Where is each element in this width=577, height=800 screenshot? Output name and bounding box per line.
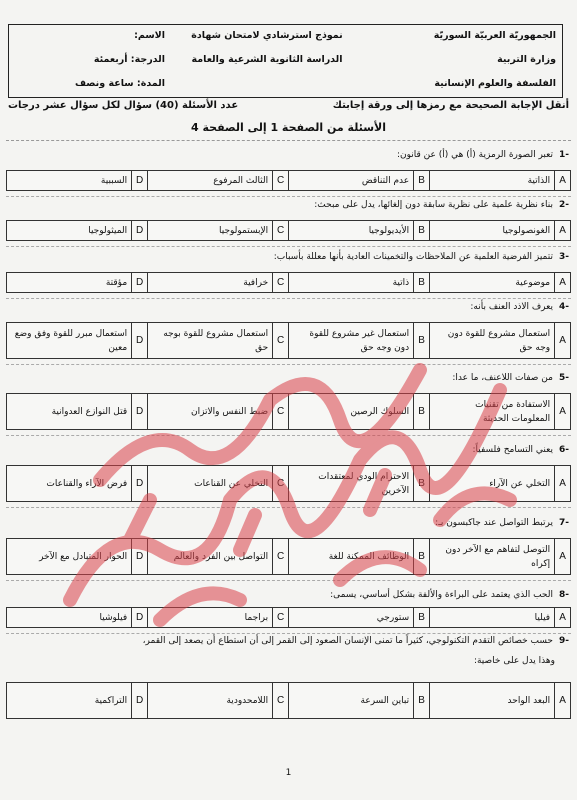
question-number: -4 bbox=[558, 302, 569, 312]
option-letter: B bbox=[414, 539, 430, 575]
option-text[interactable]: الإبستمولوجيا bbox=[148, 221, 273, 241]
options-table bbox=[6, 682, 571, 719]
question-text: تعبر الصورة الرمزية (أ) هي (أ) عن قانون: bbox=[396, 150, 553, 160]
options-row bbox=[7, 608, 571, 628]
question-stem bbox=[6, 373, 569, 383]
instructions-bar bbox=[8, 100, 569, 116]
question-text-continued: وهذا يدل على خاصية: bbox=[473, 656, 555, 666]
option-text[interactable]: السلوك الرصين bbox=[289, 394, 414, 430]
option-letter: A bbox=[555, 273, 571, 293]
option-text[interactable]: الاحترام الودي لمعتقدات الآخرين bbox=[289, 466, 414, 502]
option-text[interactable]: الميثولوجيا bbox=[7, 221, 132, 241]
question-text: تتميز الفرضية العلمية عن الملاحظات والتخمينات العادية بأنها معللة بأسباب: bbox=[273, 252, 553, 262]
options-table bbox=[6, 322, 571, 359]
instructions-main: أنقل الإجابة الصحيحة مع رمزها إلى ورقة إجابتك bbox=[332, 100, 569, 111]
question-stem bbox=[6, 590, 569, 600]
option-letter: B bbox=[414, 683, 430, 719]
question-divider bbox=[6, 507, 571, 508]
option-text[interactable]: ستورجي bbox=[289, 608, 414, 628]
option-text[interactable]: الاستفادة من تقنيات المعلومات الحديثة bbox=[430, 394, 555, 430]
option-letter: A bbox=[555, 683, 571, 719]
option-text[interactable]: الثالث المرفوع bbox=[148, 171, 273, 191]
options-table bbox=[6, 465, 571, 502]
options-row bbox=[7, 683, 571, 719]
options-row bbox=[7, 171, 571, 191]
options-table bbox=[6, 220, 571, 241]
option-letter: C bbox=[273, 171, 289, 191]
option-letter: A bbox=[555, 221, 571, 241]
option-text[interactable]: استعمال مبرر للقوة وفق وضع معين bbox=[7, 323, 132, 359]
question-text: من صفات اللاعنف، ما عدا: bbox=[452, 373, 553, 383]
options-table bbox=[6, 538, 571, 575]
option-letter: A bbox=[555, 394, 571, 430]
option-letter: A bbox=[555, 608, 571, 628]
option-letter: A bbox=[555, 466, 571, 502]
divider bbox=[6, 140, 571, 141]
question-number: -1 bbox=[558, 150, 569, 160]
option-letter: D bbox=[132, 323, 148, 359]
option-letter: D bbox=[132, 171, 148, 191]
options-table bbox=[6, 272, 571, 293]
option-letter: B bbox=[414, 394, 430, 430]
options-row bbox=[7, 539, 571, 575]
option-letter: B bbox=[414, 608, 430, 628]
question-stem bbox=[6, 252, 569, 262]
options-table bbox=[6, 170, 571, 191]
question-divider bbox=[6, 435, 571, 436]
option-letter: D bbox=[132, 466, 148, 502]
question-divider bbox=[6, 246, 571, 247]
option-text[interactable]: فرض الآراء والقناعات bbox=[7, 466, 132, 502]
header-subject: الفلسفة والعلوم الإنسانية bbox=[434, 78, 556, 89]
exam-header bbox=[8, 24, 563, 98]
option-letter: C bbox=[273, 466, 289, 502]
page-range-title: الأسئلة من الصفحة 1 إلى الصفحة 4 bbox=[191, 121, 386, 134]
question-stem bbox=[6, 200, 569, 210]
options-row bbox=[7, 273, 571, 293]
option-text[interactable]: السببية bbox=[7, 171, 132, 191]
header-name-label: الاسم: bbox=[134, 30, 165, 41]
option-text[interactable]: الوظائف الممكنة للغة bbox=[289, 539, 414, 575]
header-grade: الدرجة: أربعمئة bbox=[93, 54, 165, 65]
options-row bbox=[7, 466, 571, 502]
option-text[interactable]: الحوار المتبادل مع الآخر bbox=[7, 539, 132, 575]
option-text[interactable]: التراكمية bbox=[7, 683, 132, 719]
question-number: -3 bbox=[558, 252, 569, 262]
header-ministry-block bbox=[386, 25, 556, 97]
question-divider bbox=[6, 298, 571, 299]
option-letter: B bbox=[414, 466, 430, 502]
option-text[interactable]: استعمال مشروع للقوة بوجه حق bbox=[148, 323, 273, 359]
option-text[interactable]: البعد الواحد bbox=[430, 683, 555, 719]
option-letter: B bbox=[414, 221, 430, 241]
question-text: يعرف الاذد العنف بأنه: bbox=[470, 302, 553, 312]
header-exam-type: نموذج استرشادي لامتحان شهادة bbox=[191, 30, 343, 41]
option-letter: D bbox=[132, 221, 148, 241]
option-text[interactable]: التخلي عن القناعات bbox=[148, 466, 273, 502]
option-letter: C bbox=[273, 273, 289, 293]
option-letter: C bbox=[273, 394, 289, 430]
option-text[interactable]: مؤقتة bbox=[7, 273, 132, 293]
header-certificate: الدراسة الثانوية الشرعية والعامة bbox=[191, 54, 343, 65]
option-text[interactable]: تباين السرعة bbox=[289, 683, 414, 719]
option-text[interactable]: التوصل لتفاهم مع الآخر دون إكراه bbox=[430, 539, 555, 575]
question-text: يرتبط التواصل عند جاكبسون بـ: bbox=[435, 518, 553, 528]
option-text[interactable]: الذاتية bbox=[430, 171, 555, 191]
options-row bbox=[7, 394, 571, 430]
page-number: 1 bbox=[285, 768, 292, 778]
option-letter: A bbox=[555, 323, 571, 359]
option-text[interactable]: خرافية bbox=[148, 273, 273, 293]
option-letter: C bbox=[273, 683, 289, 719]
question-stem bbox=[6, 636, 569, 646]
question-divider bbox=[6, 633, 571, 634]
question-stem bbox=[6, 445, 569, 455]
question-stem bbox=[6, 150, 569, 160]
option-text[interactable]: الأيديولوجيا bbox=[289, 221, 414, 241]
question-text: الحب الذي يعتمد على البراءة والألفة بشكل أساسي، يسمى: bbox=[330, 590, 553, 600]
option-text[interactable]: قتل النوازع العدوانية bbox=[7, 394, 132, 430]
question-divider bbox=[6, 580, 571, 581]
question-number: -6 bbox=[558, 445, 569, 455]
options-row bbox=[7, 221, 571, 241]
question-number: -9 bbox=[558, 636, 569, 646]
instructions-count: عدد الأسئلة (40) سؤال لكل سؤال عشر درجات bbox=[8, 100, 239, 111]
question-text: بناء نظرية علمية على نظرية سابقة دون إلغائها، يدل على مبحث: bbox=[314, 200, 553, 210]
header-ministry: وزارة التربية bbox=[497, 54, 556, 65]
question-divider bbox=[6, 196, 571, 197]
question-text: يعني التسامح فلسفياً: bbox=[472, 445, 553, 455]
option-letter: D bbox=[132, 394, 148, 430]
question-number: -8 bbox=[558, 590, 569, 600]
option-letter: D bbox=[132, 683, 148, 719]
options-table bbox=[6, 607, 571, 628]
question-stem bbox=[6, 302, 569, 312]
option-letter: D bbox=[132, 273, 148, 293]
option-letter: B bbox=[414, 323, 430, 359]
option-text[interactable]: ذاتية bbox=[289, 273, 414, 293]
option-text[interactable]: التخلي عن الآراء bbox=[430, 466, 555, 502]
option-text[interactable]: فيليا bbox=[430, 608, 555, 628]
header-student-block bbox=[15, 25, 165, 97]
option-letter: C bbox=[273, 323, 289, 359]
header-exam-block bbox=[172, 25, 362, 97]
option-text[interactable]: عدم التناقض bbox=[289, 171, 414, 191]
option-letter: D bbox=[132, 539, 148, 575]
question-divider bbox=[6, 364, 571, 365]
option-letter: C bbox=[273, 221, 289, 241]
header-duration: المدة: ساعة ونصف bbox=[74, 78, 165, 89]
question-stem bbox=[6, 518, 569, 528]
options-row bbox=[7, 323, 571, 359]
option-text[interactable]: استعمال مشروع للقوة دون وجه حق bbox=[430, 323, 555, 359]
question-number: -5 bbox=[558, 373, 569, 383]
option-text[interactable]: الغونصولوجيا bbox=[430, 221, 555, 241]
option-text[interactable]: براجما bbox=[148, 608, 273, 628]
option-letter: B bbox=[414, 171, 430, 191]
option-letter: A bbox=[555, 171, 571, 191]
option-text[interactable]: استعمال غير مشروع للقوة دون وجه حق bbox=[289, 323, 414, 359]
option-text[interactable]: التواصل بين الفرد والعالم bbox=[148, 539, 273, 575]
question-text: حسب خصائص التقدم التكنولوجي، كثيراً ما تمنى الإنسان الصعود إلى القمر إلى أن استطاع أن يصعد إلى القمر، bbox=[142, 636, 553, 646]
option-text[interactable]: موضوعية bbox=[430, 273, 555, 293]
option-letter: C bbox=[273, 608, 289, 628]
option-text[interactable]: فيلوشيا bbox=[7, 608, 132, 628]
option-text[interactable]: ضبط النفس والاتزان bbox=[148, 394, 273, 430]
header-country: الجمهوريّة العربيّة السوريّة bbox=[433, 30, 556, 41]
question-number: -7 bbox=[558, 518, 569, 528]
option-text[interactable]: اللامحدودية bbox=[148, 683, 273, 719]
option-letter: C bbox=[273, 539, 289, 575]
option-letter: B bbox=[414, 273, 430, 293]
options-table bbox=[6, 393, 571, 430]
option-letter: D bbox=[132, 608, 148, 628]
option-letter: A bbox=[555, 539, 571, 575]
question-number: -2 bbox=[558, 200, 569, 210]
